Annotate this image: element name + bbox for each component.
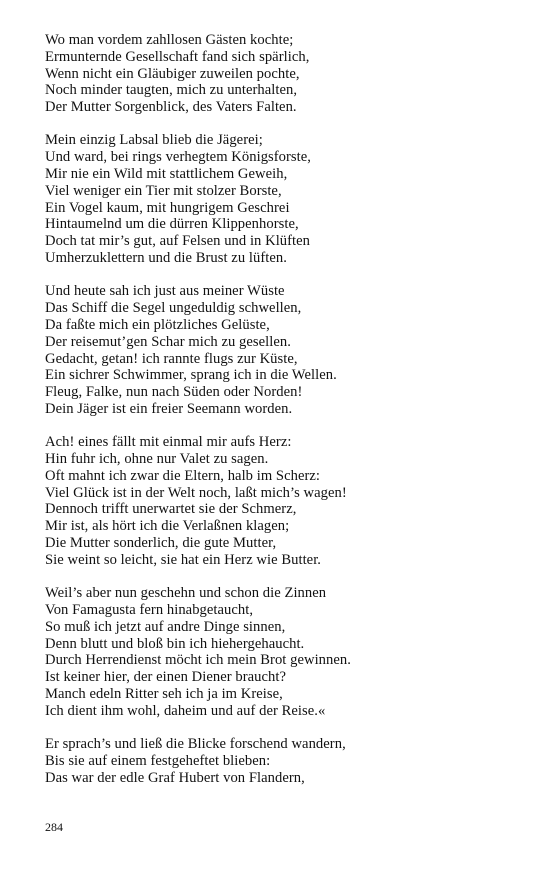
verse-line: Ich dient ihm wohl, daheim und auf der Reise.« <box>45 702 326 719</box>
verse-line: Der Mutter Sorgenblick, des Vaters Falten. <box>45 99 297 116</box>
page-number: 284 <box>45 820 63 834</box>
stanza <box>45 32 515 116</box>
verse-line: So muß ich jetzt auf andre Dinge sinnen, <box>45 618 286 635</box>
verse-line: Ist keiner hier, der einen Diener braucht? <box>45 669 286 686</box>
stanza <box>45 283 515 417</box>
stanza <box>45 736 515 786</box>
verse-line: Manch edeln Ritter seh ich ja im Kreise, <box>45 685 283 702</box>
verse-line: Hin fuhr ich, ohne nur Valet zu sagen. <box>45 451 269 468</box>
verse-line: Doch tat mir’s gut, auf Felsen und in Klüften <box>45 233 311 250</box>
verse-line: Ach! eines fällt mit einmal mir aufs Herz: <box>45 434 292 451</box>
verse-line: Viel Glück ist in der Welt noch, laßt mich’s wagen! <box>45 484 347 501</box>
verse-line: Die Mutter sonderlich, die gute Mutter, <box>45 535 277 552</box>
verse-line: Bis sie auf einem festgeheftet blieben: <box>45 752 271 769</box>
verse-line: Mir ist, als hört ich die Verlaßnen klagen; <box>45 518 290 535</box>
verse-line: Denn blutt und bloß bin ich hiehergehaucht. <box>45 635 305 652</box>
verse-line: Ermunternde Gesellschaft fand sich spärlich, <box>45 48 310 65</box>
verse-line: Noch minder taugten, mich zu unterhalten, <box>45 82 298 99</box>
verse-line: Von Famagusta fern hinabgetaucht, <box>45 601 254 618</box>
verse-line: Umherzuklettern und die Brust zu lüften. <box>45 250 287 267</box>
poem-text <box>45 32 515 803</box>
stanza <box>45 585 515 719</box>
verse-line: Und ward, bei rings verhegtem Königsforste, <box>45 149 311 166</box>
verse-line: Wenn nicht ein Gläubiger zuweilen pochte, <box>45 65 300 82</box>
verse-line: Dein Jäger ist ein freier Seemann worden. <box>45 400 293 417</box>
verse-line: Und heute sah ich just aus meiner Wüste <box>45 283 285 300</box>
verse-line: Gedacht, getan! ich rannte flugs zur Küste, <box>45 350 298 367</box>
stanza <box>45 132 515 266</box>
verse-line: Mir nie ein Wild mit stattlichem Geweih, <box>45 166 288 183</box>
verse-line: Viel weniger ein Tier mit stolzer Borste, <box>45 182 282 199</box>
verse-line: Sie weint so leicht, sie hat ein Herz wie Butter. <box>45 551 322 568</box>
verse-line: Wo man vordem zahllosen Gästen kochte; <box>45 32 294 48</box>
verse-line: Da faßte mich ein plötzliches Gelüste, <box>45 316 270 333</box>
verse-line: Dennoch trifft unerwartet sie der Schmerz, <box>45 501 297 518</box>
verse-line: Ein sichrer Schwimmer, sprang ich in die Wellen. <box>45 367 337 384</box>
verse-line: Hintaumelnd um die dürren Klippenhorste, <box>45 216 299 233</box>
verse-line: Oft mahnt ich zwar die Eltern, halb im Scherz: <box>45 467 321 484</box>
verse-line: Fleug, Falke, nun nach Süden oder Norden! <box>45 384 303 401</box>
verse-line: Das war der edle Graf Hubert von Flandern, <box>45 769 305 786</box>
verse-line: Durch Herrendienst möcht ich mein Brot gewinnen. <box>45 652 351 669</box>
verse-line: Weil’s aber nun geschehn und schon die Zinnen <box>45 585 327 602</box>
verse-line: Der reisemut’gen Schar mich zu gesellen. <box>45 333 291 350</box>
verse-line: Mein einzig Labsal blieb die Jägerei; <box>45 132 263 149</box>
stanza <box>45 434 515 568</box>
verse-line: Das Schiff die Segel ungeduldig schwellen, <box>45 300 302 317</box>
verse-line: Ein Vogel kaum, mit hungrigem Geschrei <box>45 199 290 216</box>
verse-line: Er sprach’s und ließ die Blicke forschend wandern, <box>45 735 346 752</box>
